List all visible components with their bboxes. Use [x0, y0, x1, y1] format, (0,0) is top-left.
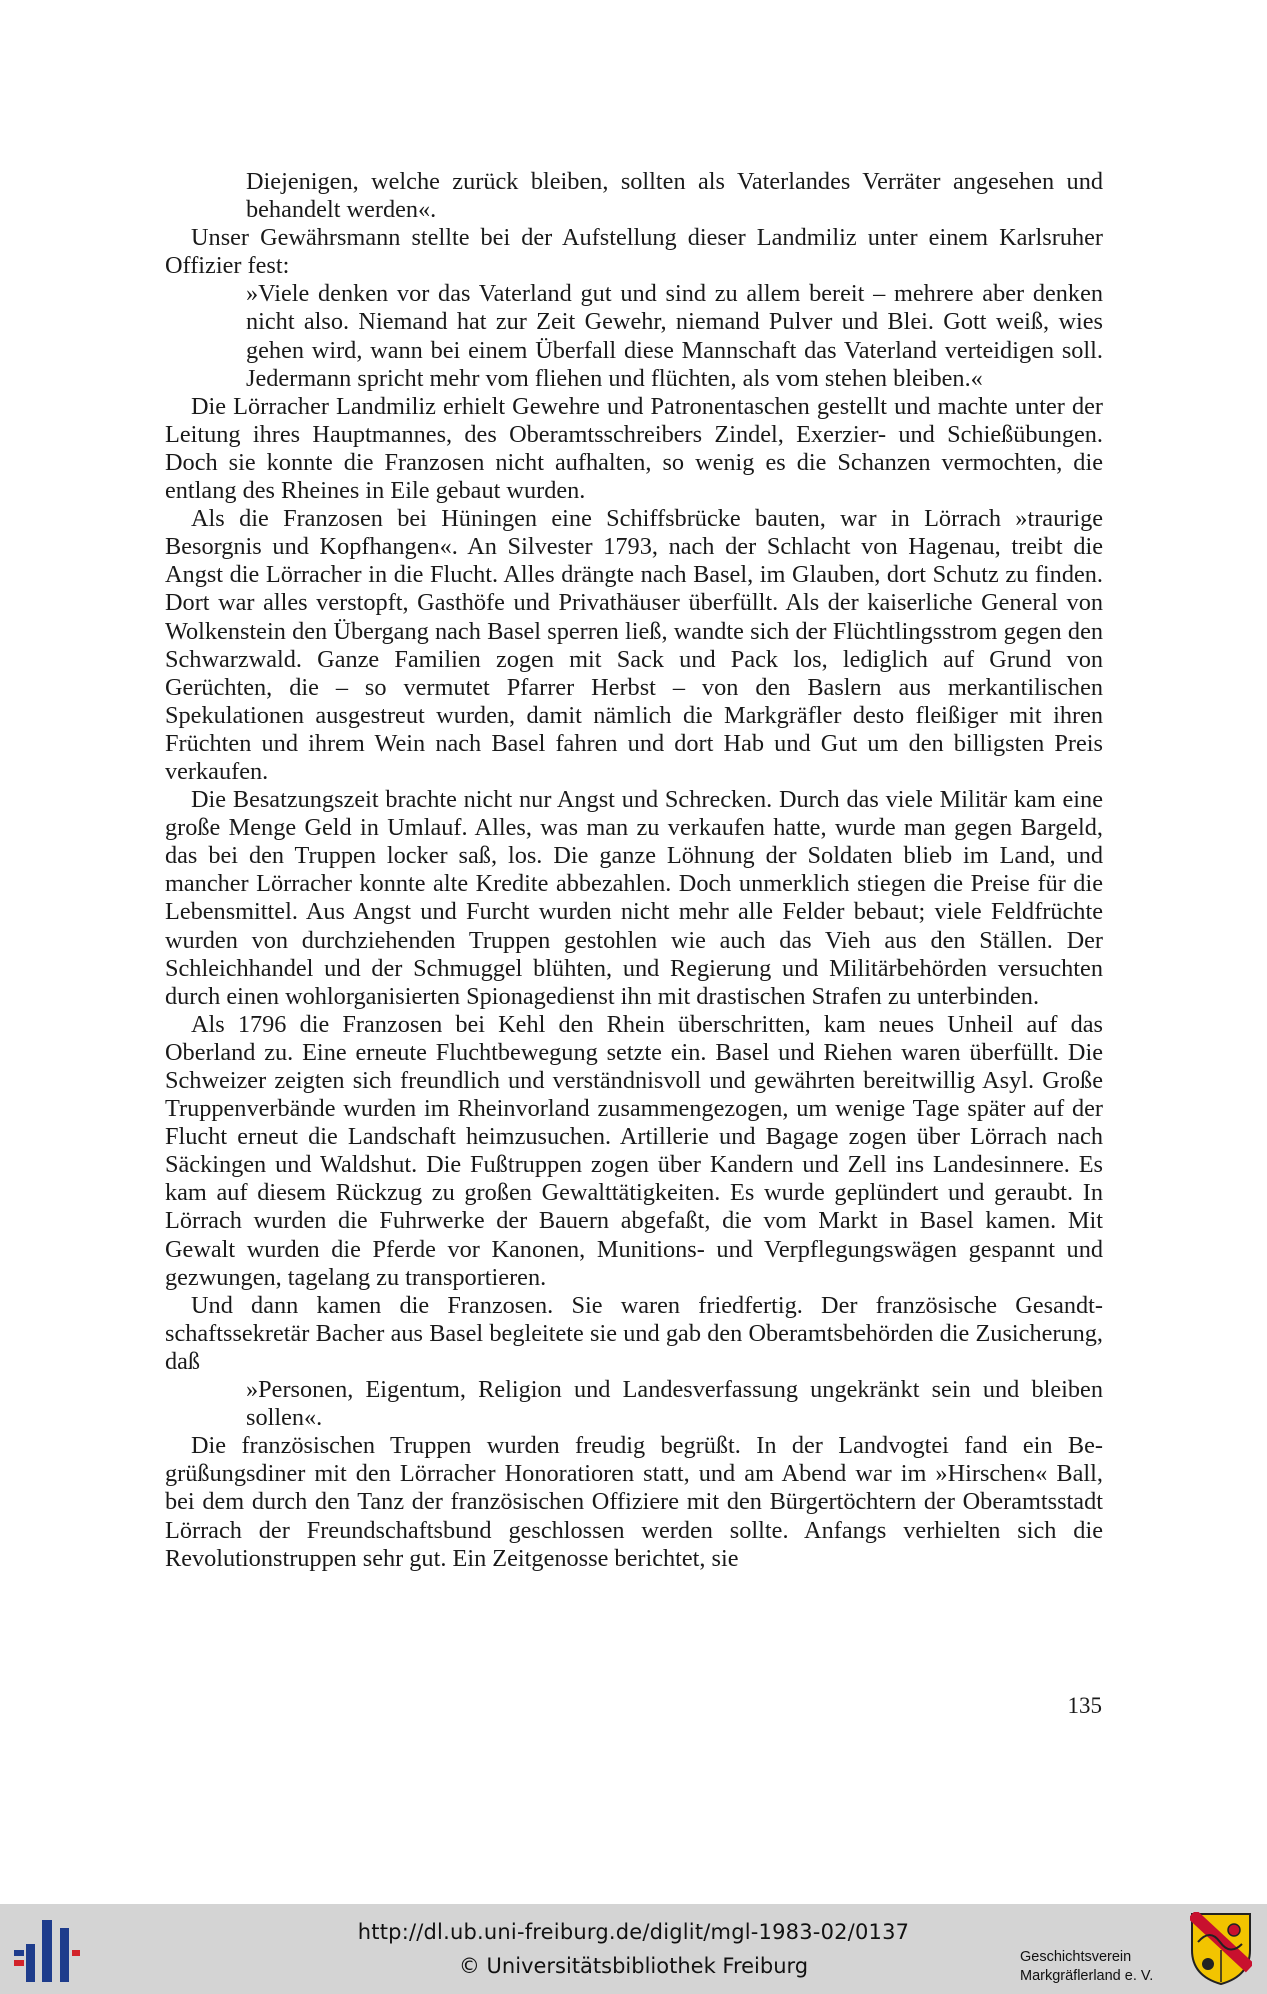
quote-paragraph: Diejenigen, welche zurück bleiben, sollten als Vaterlandes Verräter angesehen und behandelt werden«. — [246, 168, 1103, 224]
quote-paragraph: »Viele denken vor das Vaterland gut und sind zu allem bereit – mehrere aber denken nicht also. Niemand hat zur Zeit Gewehr, niemand Pulver und Blei. Gott weiß, wies gehen wird, wann bei einem Überfall diese Mannschaft das Vaterland verteidigen soll. Jedermann spricht mehr vom fliehen und flüchten, als vom stehen bleiben.« — [246, 280, 1103, 392]
footer-bar — [0, 1904, 1267, 1994]
document-body — [165, 168, 1103, 1573]
body-paragraph: Als die Franzosen bei Hüningen eine Schiffsbrücke bauten, war in Lörrach »traurige Besorgnis und Kopfhangen«. An Silvester 1793, nach der Schlacht von Hagenau, treibt die Angst die Lörracher in die Flucht. Alles drängte nach Basel, im Glauben, dort Schutz zu finden. Dort war alles verstopft, Gasthöfe und Privathäuser überfüllt. Als der kaiserliche General von Wolkenstein den Übergang nach Basel sperren ließ, wandte sich der Flüchtlingsstrom gegen den Schwarzwald. Ganze Familien zogen mit Sack und Pack los, lediglich auf Grund von Gerüchten, die – so vermutet Pfarrer Herbst – von den Baslern aus merkantilischen Spekulationen ausgestreut wurden, damit nämlich die Markgräfler desto fleißiger mit ihren Früchten und ihrem Wein nach Basel fahren und dort Hab und Gut um den billigsten Preis verkaufen. — [165, 505, 1103, 785]
source-url-link[interactable]: http://dl.ub.uni-freiburg.de/diglit/mgl-1983-02/0137 — [357, 1920, 910, 1944]
body-paragraph: Die Besatzungszeit brachte nicht nur Angst und Schrecken. Durch das viele Militär kam eine große Menge Geld in Umlauf. Alles, was man zu verkaufen hatte, wurde man gegen Bargeld, das bei den Truppen locker saß, los. Die ganze Löhnung der Soldaten blieb im Land, und mancher Lörracher konnte alte Kredite abbezahlen. Doch unmerklich stiegen die Preise für die Lebensmittel. Aus Angst und Furcht wurden nicht mehr alle Felder bebaut; viele Feldfrüchte wurden von durchziehenden Truppen gestohlen wie auch das Vieh aus den Ställen. Der Schleichhandel und der Schmuggel blühten, und Regierung und Militärbehörden versuchten durch einen wohlorganisierten Spionagedienst ihn mit drastischen Strafen zu unterbinden. — [165, 786, 1103, 1010]
body-paragraph: Und dann kamen die Franzosen. Sie waren friedfertig. Der französische Gesandtschaftssekretär Bacher aus Basel begleitete sie und gab den Oberamtsbehörden die Zusicherung, daß — [165, 1291, 1103, 1375]
copyright-notice: © Universitätsbibliothek Freiburg — [458, 1954, 809, 1978]
body-paragraph: Die Lörracher Landmiliz erhielt Gewehre und Patronentaschen gestellt und machte unter der Leitung ihres Hauptmannes, des Oberamtsschreibers Zindel, Exerzier- und Schießübungen. Doch sie konnte die Franzosen nicht aufhalten, so wenig es die Schanzen vermochten, die entlang des Rheines in Eile gebaut wurden. — [165, 392, 1103, 505]
society-line-2: Markgräflerland e. V. — [1020, 1968, 1154, 1984]
quote-paragraph: »Personen, Eigentum, Religion und Landesverfassung ungekränkt sein und bleiben sollen«. — [246, 1376, 1103, 1432]
society-line-1: Geschichtsverein — [1020, 1949, 1132, 1965]
body-paragraph: Als 1796 die Franzosen bei Kehl den Rhein überschritten, kam neues Unheil auf das Oberland zu. Eine erneute Fluchtbewegung setzte ein. Basel und Riehen waren überfüllt. Die Schweizer zeigten sich freundlich und verständnisvoll und gewährten bereitwillig Asyl. Große Truppenverbände wurden im Rheinvorland zusammengezogen, um wenige Tage später auf der Flucht erneut die Landschaft heimzusuchen. Artillerie und Bagage zogen über Lörrach nach Säckingen und Waldshut. Die Fußtruppen zogen über Kandern und Zell ins Landesinnere. Es kam auf diesem Rückzug zu großen Gewalttätigkeiten. Es wurde geplündert und geraubt. In Lörrach wurden die Fuhrwerke der Bauern abgefaßt, die vom Markt in Basel kamen. Mit Gewalt wurden die Pferde vor Kanonen, Munitions- und Verpflegungswägen gespannt und gezwungen, tagelang zu transportieren. — [165, 1010, 1103, 1291]
page-number: 135 — [1067, 1693, 1102, 1718]
body-paragraph: Unser Gewährsmann stellte bei der Aufstellung dieser Landmiliz unter einem Karlsruher Offizier fest: — [165, 224, 1103, 280]
coat-of-arms-icon — [1190, 1912, 1252, 1986]
society-name — [1020, 1948, 1190, 1986]
body-paragraph: Die französischen Truppen wurden freudig begrüßt. In der Landvogtei fand ein Begrüßungsdiner mit den Lörracher Honoratioren statt, und am Abend war im »Hirschen« Ball, bei dem durch den Tanz der französischen Offiziere mit den Bürgertöchtern der Oberamtsstadt Lörrach der Freundschaftsbund geschlossen werden sollte. Anfangs verhielten sich die Revolutionstruppen sehr gut. Ein Zeitgenosse berichtet, sie — [165, 1432, 1103, 1572]
